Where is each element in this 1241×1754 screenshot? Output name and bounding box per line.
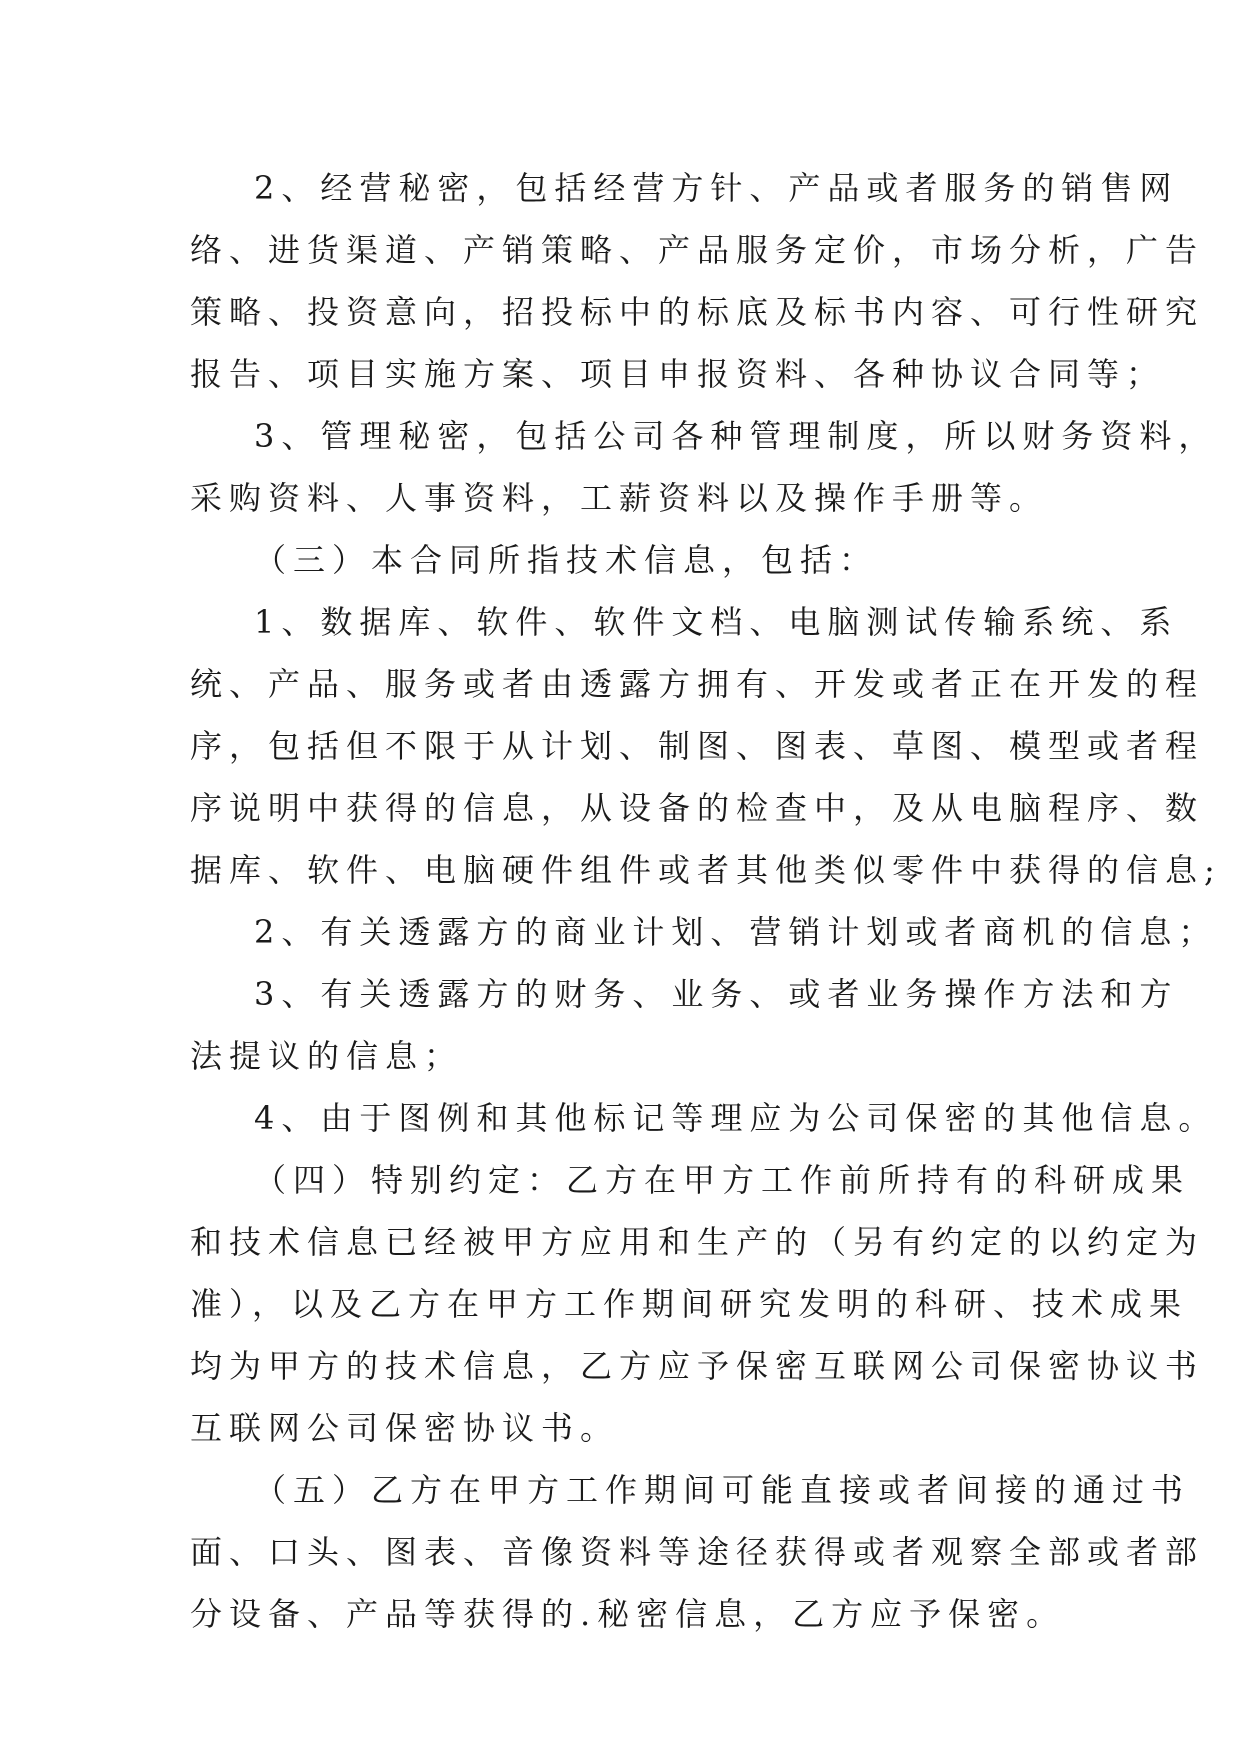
text-line: 互联网公司保密协议书。 <box>190 1409 620 1447</box>
text-line: 策略、投资意向，招投标中的标底及标书内容、可行性研究 <box>190 293 1205 331</box>
text-line: 均为甲方的技术信息，乙方应予保密互联网公司保密协议书 <box>190 1347 1205 1385</box>
text-line: 统、产品、服务或者由透露方拥有、开发或者正在开发的程 <box>190 665 1205 703</box>
text-line: 1、数据库、软件、软件文档、电脑测试传输系统、系 <box>254 603 1179 641</box>
text-line: 序说明中获得的信息，从设备的检查中，及从电脑程序、数 <box>190 789 1205 827</box>
text-line: 采购资料、人事资料，工薪资料以及操作手册等。 <box>190 479 1049 517</box>
section-heading: （五）乙方在甲方工作期间可能直接或者间接的通过书 <box>254 1471 1191 1509</box>
text-line: 准），以及乙方在甲方工作期间研究发明的科研、技术成果 <box>190 1285 1189 1323</box>
text-line: 络、进货渠道、产销策略、产品服务定价，市场分析，广告 <box>190 231 1205 269</box>
text-line: 4、由于图例和其他标记等理应为公司保密的其他信息。 <box>254 1099 1218 1137</box>
text-line: 3、管理秘密，包括公司各种管理制度，所以财务资料， <box>254 417 1218 455</box>
text-line: 序，包括但不限于从计划、制图、图表、草图、模型或者程 <box>190 727 1205 765</box>
text-line: 3、有关透露方的财务、业务、或者业务操作方法和方 <box>254 975 1179 1013</box>
text-line: 2、有关透露方的商业计划、营销计划或者商机的信息； <box>254 913 1218 951</box>
document-body <box>190 157 1222 1645</box>
text-line: 法提议的信息； <box>190 1037 464 1075</box>
text-line: 和技术信息已经被甲方应用和生产的（另有约定的以约定为 <box>190 1223 1205 1261</box>
text-line: 据库、软件、电脑硬件组件或者其他类似零件中获得的信息; <box>190 851 1222 889</box>
text-line: 面、口头、图表、音像资料等途径获得或者观察全部或者部 <box>190 1533 1205 1571</box>
text-line: 2、经营秘密，包括经营方针、产品或者服务的销售网 <box>254 169 1179 207</box>
section-heading: （四）特别约定：乙方在甲方工作前所持有的科研成果 <box>254 1161 1191 1199</box>
text-line: 报告、项目实施方案、项目申报资料、各种协议合同等； <box>190 355 1166 393</box>
section-heading: （三）本合同所指技术信息，包括： <box>254 541 879 579</box>
text-line: 分设备、产品等获得的.秘密信息，乙方应予保密。 <box>190 1595 1066 1633</box>
